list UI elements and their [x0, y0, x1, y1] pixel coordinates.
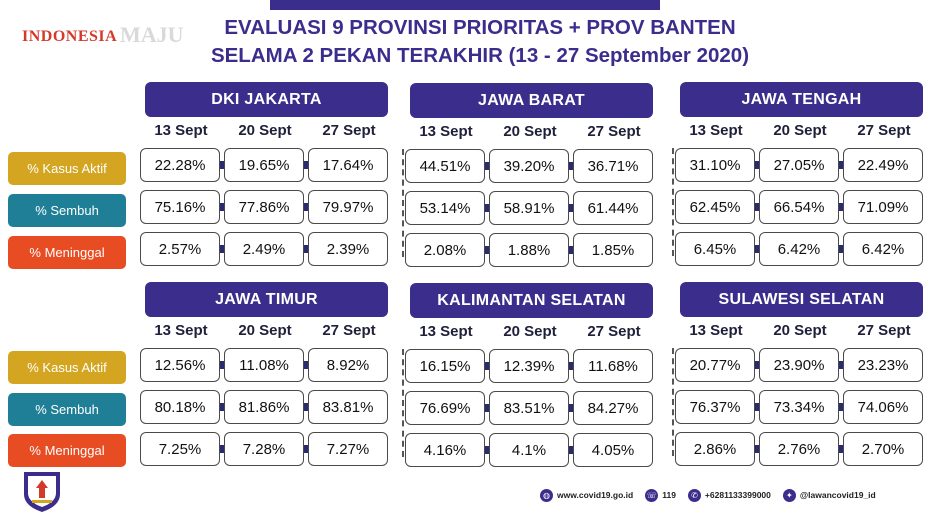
metric-row-death — [140, 232, 388, 266]
social-icon: ✦ — [783, 489, 796, 502]
value-cell: 2.57% — [140, 232, 220, 266]
footer-whatsapp[interactable]: ✆ +6281133399000 — [688, 489, 771, 502]
date-header: 27 Sept — [587, 123, 641, 140]
value-cell: 81.86% — [224, 390, 304, 424]
dashed-divider — [672, 348, 674, 456]
value-cell: 11.68% — [573, 349, 653, 383]
metric-row-active — [140, 348, 388, 382]
title-line-1: EVALUASI 9 PROVINSI PRIORITAS + PROV BANTEN — [224, 16, 736, 39]
page-title — [150, 14, 810, 70]
value-cell: 1.88% — [489, 233, 569, 267]
label-recovered-top: % Sembuh — [8, 194, 126, 227]
value-cell: 27.05% — [759, 148, 839, 182]
value-cell: 84.27% — [573, 391, 653, 425]
metric-row-recovered — [405, 391, 653, 425]
value-cell: 80.18% — [140, 390, 220, 424]
metric-row-recovered — [675, 190, 923, 224]
province-name: JAWA TENGAH — [680, 82, 923, 117]
value-cell: 61.44% — [573, 191, 653, 225]
metric-row-active — [140, 148, 388, 182]
value-cell: 23.90% — [759, 348, 839, 382]
value-cell: 7.27% — [308, 432, 388, 466]
label-active-cases-bottom: % Kasus Aktif — [8, 351, 126, 384]
value-cell: 6.42% — [843, 232, 923, 266]
label-deaths-top: % Meninggal — [8, 236, 126, 269]
date-header-row — [140, 322, 388, 342]
value-cell: 77.86% — [224, 190, 304, 224]
province-panel-kalimantan-selatan — [405, 283, 653, 458]
date-header: 27 Sept — [322, 122, 376, 139]
value-cell: 74.06% — [843, 390, 923, 424]
date-header-row — [675, 122, 923, 142]
headset-icon: ☏ — [646, 490, 657, 500]
date-header: 13 Sept — [689, 122, 743, 139]
value-cell: 7.25% — [140, 432, 220, 466]
date-header: 13 Sept — [419, 123, 473, 140]
province-panel-jawa-tengah — [675, 82, 923, 257]
date-header: 27 Sept — [587, 323, 641, 340]
value-cell: 20.77% — [675, 348, 755, 382]
value-cell: 2.86% — [675, 432, 755, 466]
metric-row-death — [405, 233, 653, 267]
value-cell: 71.09% — [843, 190, 923, 224]
value-cell: 22.28% — [140, 148, 220, 182]
date-header: 13 Sept — [154, 322, 208, 339]
value-cell: 75.16% — [140, 190, 220, 224]
date-header: 27 Sept — [322, 322, 376, 339]
date-header-row — [675, 322, 923, 342]
footer-hotline[interactable]: ☏ 119 — [646, 490, 676, 500]
task-force-emblem-icon — [18, 466, 66, 514]
value-cell: 83.81% — [308, 390, 388, 424]
value-cell: 17.64% — [308, 148, 388, 182]
value-cell: 2.08% — [405, 233, 485, 267]
value-cell: 23.23% — [843, 348, 923, 382]
date-header: 13 Sept — [154, 122, 208, 139]
metric-row-recovered — [140, 390, 388, 424]
value-cell: 16.15% — [405, 349, 485, 383]
province-panel-sulawesi-selatan — [675, 282, 923, 457]
value-cell: 12.39% — [489, 349, 569, 383]
date-header-row — [140, 122, 388, 142]
metric-row-active — [675, 348, 923, 382]
metric-row-recovered — [675, 390, 923, 424]
value-cell: 31.10% — [675, 148, 755, 182]
value-cell: 19.65% — [224, 148, 304, 182]
value-cell: 76.69% — [405, 391, 485, 425]
logo-text: INDONESIA — [22, 28, 118, 45]
footer-social[interactable]: ✦ @lawancovid19_id — [783, 489, 876, 502]
value-cell: 4.1% — [489, 433, 569, 467]
date-header: 13 Sept — [689, 322, 743, 339]
province-name: KALIMANTAN SELATAN — [410, 283, 653, 318]
value-cell: 6.42% — [759, 232, 839, 266]
date-header: 20 Sept — [503, 123, 557, 140]
value-cell: 1.85% — [573, 233, 653, 267]
value-cell: 73.34% — [759, 390, 839, 424]
label-active-cases-top: % Kasus Aktif — [8, 152, 126, 185]
metric-row-active — [675, 148, 923, 182]
date-header: 20 Sept — [238, 322, 292, 339]
label-recovered-bottom: % Sembuh — [8, 393, 126, 426]
footer-contacts — [540, 486, 888, 504]
value-cell: 2.76% — [759, 432, 839, 466]
dashed-divider — [402, 149, 404, 257]
value-cell: 62.45% — [675, 190, 755, 224]
date-header: 20 Sept — [773, 322, 827, 339]
value-cell: 36.71% — [573, 149, 653, 183]
label-deaths-bottom: % Meninggal — [8, 434, 126, 467]
value-cell: 12.56% — [140, 348, 220, 382]
date-header-row — [405, 123, 653, 143]
title-line-2: SELAMA 2 PEKAN TERAKHIR (13 - 27 September 2020) — [210, 44, 750, 67]
province-name: DKI JAKARTA — [145, 82, 388, 117]
province-name: SULAWESI SELATAN — [680, 282, 923, 317]
date-header: 27 Sept — [857, 322, 911, 339]
value-cell: 8.92% — [308, 348, 388, 382]
metric-row-death — [675, 232, 923, 266]
date-header: 27 Sept — [857, 122, 911, 139]
value-cell: 4.05% — [573, 433, 653, 467]
metric-row-death — [675, 432, 923, 466]
date-header: 20 Sept — [773, 122, 827, 139]
value-cell: 6.45% — [675, 232, 755, 266]
value-cell: 53.14% — [405, 191, 485, 225]
value-cell: 76.37% — [675, 390, 755, 424]
value-cell: 2.70% — [843, 432, 923, 466]
metric-row-active — [405, 149, 653, 183]
date-header: 20 Sept — [238, 122, 292, 139]
value-cell: 83.51% — [489, 391, 569, 425]
province-panel-dki-jakarta — [140, 82, 388, 257]
province-name: JAWA TIMUR — [145, 282, 388, 317]
value-cell: 11.08% — [224, 348, 304, 382]
date-header: 20 Sept — [503, 323, 557, 340]
value-cell: 58.91% — [489, 191, 569, 225]
metric-row-recovered — [140, 190, 388, 224]
dashed-divider — [672, 148, 674, 256]
globe-icon: ◍ — [540, 489, 553, 502]
top-accent-bar — [270, 0, 660, 10]
value-cell: 2.39% — [308, 232, 388, 266]
value-cell: 22.49% — [843, 148, 923, 182]
value-cell: 44.51% — [405, 149, 485, 183]
province-name: JAWA BARAT — [410, 83, 653, 118]
value-cell: 7.28% — [224, 432, 304, 466]
date-header: 13 Sept — [419, 323, 473, 340]
whatsapp-icon: ✆ — [688, 489, 701, 502]
date-header-row — [405, 323, 653, 343]
value-cell: 79.97% — [308, 190, 388, 224]
value-cell: 66.54% — [759, 190, 839, 224]
footer-website[interactable]: ◍ www.covid19.go.id — [540, 489, 633, 502]
metric-row-death — [140, 432, 388, 466]
metric-row-recovered — [405, 191, 653, 225]
value-cell: 39.20% — [489, 149, 569, 183]
dashed-divider — [402, 349, 404, 457]
metric-row-death — [405, 433, 653, 467]
province-panel-jawa-timur — [140, 282, 388, 457]
value-cell: 4.16% — [405, 433, 485, 467]
metric-row-active — [405, 349, 653, 383]
province-panel-jawa-barat — [405, 83, 653, 258]
logo-faint-text: MAJU — [120, 22, 184, 47]
value-cell: 2.49% — [224, 232, 304, 266]
